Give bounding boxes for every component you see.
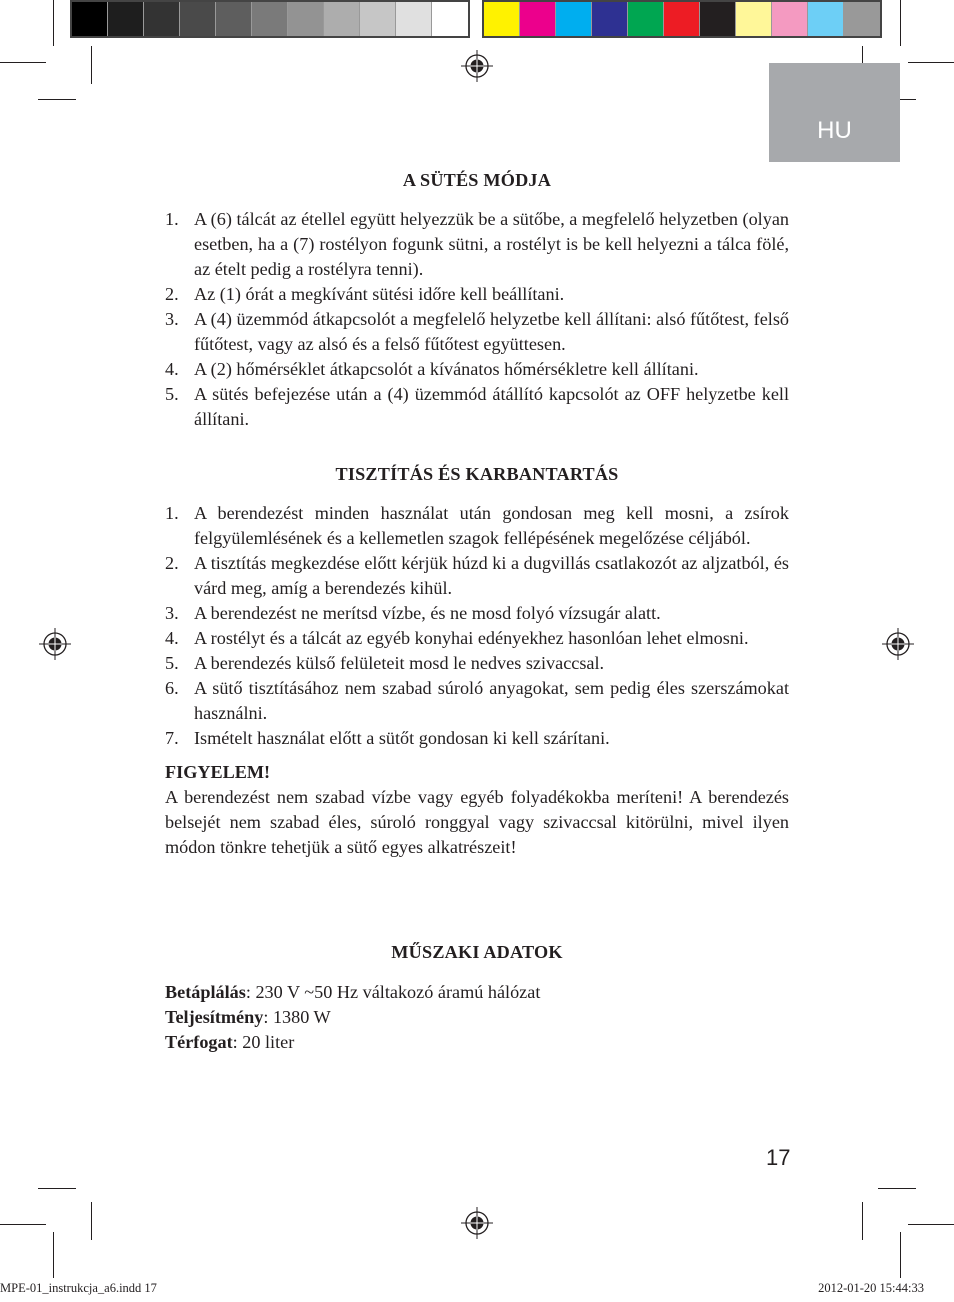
list-item-text: A sütés befejezése után a (4) üzemmód átállító kapcsolót az OFF helyzetbe kell állítani. xyxy=(194,384,789,429)
registration-mark-icon xyxy=(461,1207,493,1239)
list-item-number: 4. xyxy=(165,628,179,648)
list-item-number: 1. xyxy=(165,209,179,229)
crop-mark xyxy=(0,62,46,63)
registration-mark-icon xyxy=(39,628,71,660)
color-swatch xyxy=(700,2,736,36)
list-item xyxy=(165,207,789,282)
list-item-number: 4. xyxy=(165,359,179,379)
list-item-text: A (2) hőmérséklet átkapcsolót a kívánatos hőmérsékletre kell állítani. xyxy=(194,359,699,379)
crop-mark xyxy=(908,62,954,63)
color-swatch xyxy=(808,2,844,36)
list-item-text: Az (1) órát a megkívánt sütési időre kell beállítani. xyxy=(194,284,565,304)
registration-mark-icon xyxy=(461,50,493,82)
section-heading-baking: A SÜTÉS MÓDJA xyxy=(402,170,552,190)
spec-label: Teljesítmény xyxy=(165,1007,264,1027)
crop-mark xyxy=(862,1202,863,1240)
spec-value: : 20 liter xyxy=(232,1032,295,1052)
list-item-text: A tisztítás megkezdése előtt kérjük húzd ki a dugvillás csatlakozót az aljzatból, és várd meg, amíg a berendezés kihül. xyxy=(194,553,789,598)
crop-mark xyxy=(0,1224,46,1225)
list-item-text: A berendezést ne merítsd vízbe, és ne mosd folyó vízsugár alatt. xyxy=(194,603,661,623)
color-swatch xyxy=(520,2,556,36)
list-item xyxy=(165,307,789,357)
color-swatch xyxy=(592,2,628,36)
baking-section xyxy=(165,168,789,432)
crop-mark xyxy=(908,1224,954,1225)
color-swatch xyxy=(844,2,880,36)
color-swatch xyxy=(108,2,144,36)
specs-section xyxy=(165,940,789,1055)
color-swatch xyxy=(664,2,700,36)
list-item xyxy=(165,357,789,382)
list-item-number: 2. xyxy=(165,553,179,573)
language-tab xyxy=(769,63,900,162)
list-item-text: A rostélyt és a tálcát az egyéb konyhai edényekhez hasonlóan lehet elmosni. xyxy=(194,628,749,648)
crop-mark xyxy=(91,1202,92,1240)
crop-mark xyxy=(53,0,54,46)
spec-row xyxy=(165,980,789,1005)
list-item xyxy=(165,282,789,307)
color-swatch xyxy=(628,2,664,36)
color-swatch xyxy=(772,2,808,36)
list-item xyxy=(165,382,789,432)
color-swatch xyxy=(484,2,520,36)
language-code: HU xyxy=(817,116,852,144)
list-item xyxy=(165,651,789,676)
spec-label: Betáplálás xyxy=(165,982,246,1002)
list-item xyxy=(165,626,789,651)
list-item-number: 3. xyxy=(165,309,179,329)
color-swatch xyxy=(252,2,288,36)
crop-mark xyxy=(91,46,92,84)
section-heading-specs: MŰSZAKI ADATOK xyxy=(391,942,563,962)
warning-title: FIGYELEM! xyxy=(165,762,271,782)
list-item-number: 5. xyxy=(165,384,179,404)
warning-block xyxy=(165,760,789,860)
color-swatch xyxy=(556,2,592,36)
list-item-text: A sütő tisztításához nem szabad súroló anyagokat, sem pedig éles szerszámokat használni. xyxy=(194,678,789,723)
footer-timestamp: 2012-01-20 15:44:33 xyxy=(818,1281,924,1295)
list-item-text: A berendezés külső felületeit mosd le nedves szivaccsal. xyxy=(194,653,605,673)
spec-row xyxy=(165,1030,789,1055)
list-item xyxy=(165,726,789,751)
grayscale-swatches xyxy=(70,0,470,38)
color-swatch xyxy=(324,2,360,36)
specs-list xyxy=(165,980,789,1055)
baking-steps-list xyxy=(165,207,789,432)
color-swatch xyxy=(72,2,108,36)
list-item-text: A berendezést minden használat után gondosan meg kell mosni, a zsírok felgyülemlésének és a kellemetlen szagok fellépésének megelőzése céljából. xyxy=(194,503,789,548)
color-swatch xyxy=(216,2,252,36)
cleaning-section xyxy=(165,462,789,860)
section-heading-cleaning: TISZTÍTÁS ÉS KARBANTARTÁS xyxy=(335,464,619,484)
list-item-number: 3. xyxy=(165,603,179,623)
spec-row xyxy=(165,1005,789,1030)
list-item xyxy=(165,501,789,551)
color-calibration-bar xyxy=(70,0,882,38)
process-color-swatches xyxy=(482,0,882,38)
list-item-number: 2. xyxy=(165,284,179,304)
crop-mark xyxy=(900,0,901,46)
color-swatch xyxy=(180,2,216,36)
color-swatch xyxy=(432,2,468,36)
spec-label: Térfogat xyxy=(165,1032,233,1052)
list-item-text: A (6) tálcát az étellel együtt helyezzük be a sütőbe, a megfelelő helyzetben (olyan esetben, ha a (7) rostélyon fogunk sütni, a rostélyt is be kell helyezni a tálca fölé, az ételt pedig a rostélyra tenni). xyxy=(194,209,789,279)
crop-mark xyxy=(878,1188,916,1189)
color-swatch xyxy=(396,2,432,36)
list-item-text: Ismételt használat előtt a sütőt gondosan ki kell szárítani. xyxy=(194,728,610,748)
footer-file-name: MPE-01_instrukcja_a6.indd 17 xyxy=(0,1281,157,1295)
crop-mark xyxy=(38,1188,76,1189)
color-swatch xyxy=(288,2,324,36)
color-swatch xyxy=(144,2,180,36)
spec-value: : 230 V ~50 Hz váltakozó áramú hálózat xyxy=(245,982,541,1002)
crop-mark xyxy=(900,1232,901,1278)
crop-mark xyxy=(53,1232,54,1278)
registration-mark-icon xyxy=(882,628,914,660)
page-number: 17 xyxy=(766,1145,791,1170)
color-swatch xyxy=(736,2,772,36)
list-item-number: 5. xyxy=(165,653,179,673)
list-item-number: 6. xyxy=(165,678,179,698)
list-item xyxy=(165,601,789,626)
list-item xyxy=(165,551,789,601)
cleaning-steps-list xyxy=(165,501,789,751)
list-item-text: A (4) üzemmód átkapcsolót a megfelelő helyzetbe kell állítani: alsó fűtőtest, felső fűtőtest, vagy az alsó és a felső fűtőtest együttesen. xyxy=(194,309,789,354)
color-swatch xyxy=(360,2,396,36)
list-item-number: 7. xyxy=(165,728,179,748)
crop-mark xyxy=(38,99,76,100)
list-item xyxy=(165,676,789,726)
spec-value: : 1380 W xyxy=(263,1007,331,1027)
warning-text: A berendezést nem szabad vízbe vagy egyéb folyadékokba meríteni! A berendezés belsejét nem szabad éles, súroló ronggyal vagy szivaccsal kitörülni, mivel ilyen módon tönkre tehetjük a sütő egyes alkatrészeit! xyxy=(165,787,789,857)
list-item-number: 1. xyxy=(165,503,179,523)
